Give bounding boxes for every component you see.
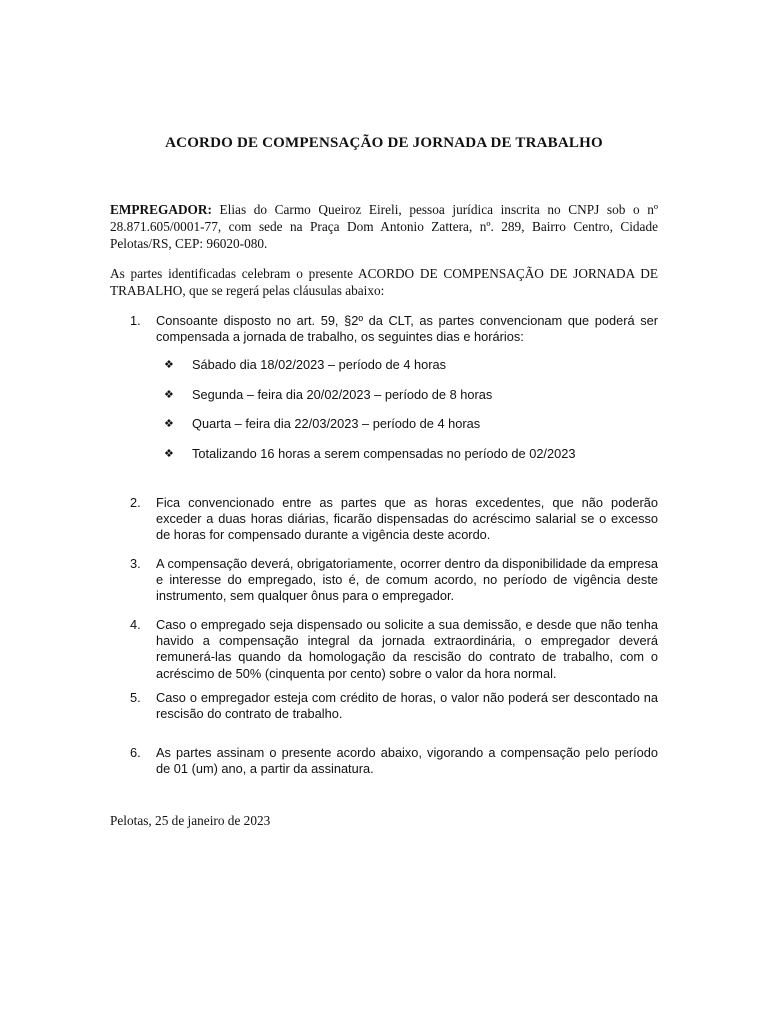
diamond-bullet-icon: ❖ [164, 389, 174, 401]
schedule-item-text: Segunda – feira dia 20/02/2023 – período de 8 horas [192, 387, 493, 402]
clause-text: Caso o empregado seja dispensado ou solicite a sua demissão, e desde que não tenha havido a compensação integral da jornada extraordinária, o empregador deverá remunerá-las quando da homologação da rescisão do contrato de trabalho, com o acréscimo de 50% (cinquenta por cento) sobre o valor da hora normal. [156, 617, 658, 681]
clause-number: 1. [130, 313, 141, 328]
clause-number: 3. [130, 556, 141, 571]
schedule-item [164, 446, 644, 462]
document-title: ACORDO DE COMPENSAÇÃO DE JORNADA DE TRABALHO [165, 135, 603, 151]
clause-number: 4. [130, 617, 141, 632]
clause-3 [130, 556, 658, 605]
clause-number: 2. [130, 495, 141, 510]
clause-4 [130, 617, 658, 682]
intro-paragraph: As partes identificadas celebram o presente ACORDO DE COMPENSAÇÃO DE JORNADA DE TRABALHO, que se regerá pelas cláusulas abaixo: [110, 266, 658, 299]
schedule-item [164, 357, 644, 373]
employer-paragraph [110, 201, 658, 253]
clause-text: A compensação deverá, obrigatoriamente, ocorrer dentro da disponibilidade da empresa e interesse do empregado, isto é, de comum acordo, no período de vigência deste instrumento, sem qualquer ônus para o empregador. [156, 556, 658, 604]
place-and-date: Pelotas, 25 de janeiro de 2023 [110, 813, 271, 828]
clause-1 [130, 313, 658, 345]
schedule-item-text: Quarta – feira dia 22/03/2023 – período de 4 horas [192, 416, 481, 431]
diamond-bullet-icon: ❖ [164, 448, 174, 460]
diamond-bullet-icon: ❖ [164, 418, 174, 430]
schedule-item [164, 387, 644, 403]
diamond-bullet-icon: ❖ [164, 359, 174, 371]
clause-text: As partes assinam o presente acordo abaixo, vigorando a compensação pelo período de 01 (um) ano, a partir da assinatura. [156, 745, 658, 777]
clause-2 [130, 495, 658, 544]
employer-label: EMPREGADOR: [110, 202, 212, 217]
clause-text: Fica convencionado entre as partes que as horas excedentes, que não poderão exceder a duas horas diárias, ficarão dispensadas do acréscimo salarial se o excesso de horas for compensado durante a vigência deste acordo. [156, 495, 658, 543]
clause-6 [130, 745, 658, 777]
clause-number: 6. [130, 745, 141, 760]
schedule-item-text: Totalizando 16 horas a serem compensadas no período de 02/2023 [192, 446, 576, 461]
clause-text: Caso o empregador esteja com crédito de horas, o valor não poderá ser descontado na rescisão do contrato de trabalho. [156, 690, 658, 722]
clause-number: 5. [130, 690, 141, 705]
clause-text: Consoante disposto no art. 59, §2º da CLT, as partes convencionam que poderá ser compensada a jornada de trabalho, os seguintes dias e horários: [156, 313, 658, 345]
employer-text: Elias do Carmo Queiroz Eireli, pessoa jurídica inscrita no CNPJ sob o nº 28.871.605/0001-77, com sede na Praça Dom Antonio Zattera, nº. 289, Bairro Centro, Cidade Pelotas/RS, CEP: 96020-080. [110, 202, 658, 252]
schedule-item [164, 416, 644, 432]
clause-5 [130, 690, 658, 722]
schedule-item-text: Sábado dia 18/02/2023 – período de 4 horas [192, 357, 447, 372]
